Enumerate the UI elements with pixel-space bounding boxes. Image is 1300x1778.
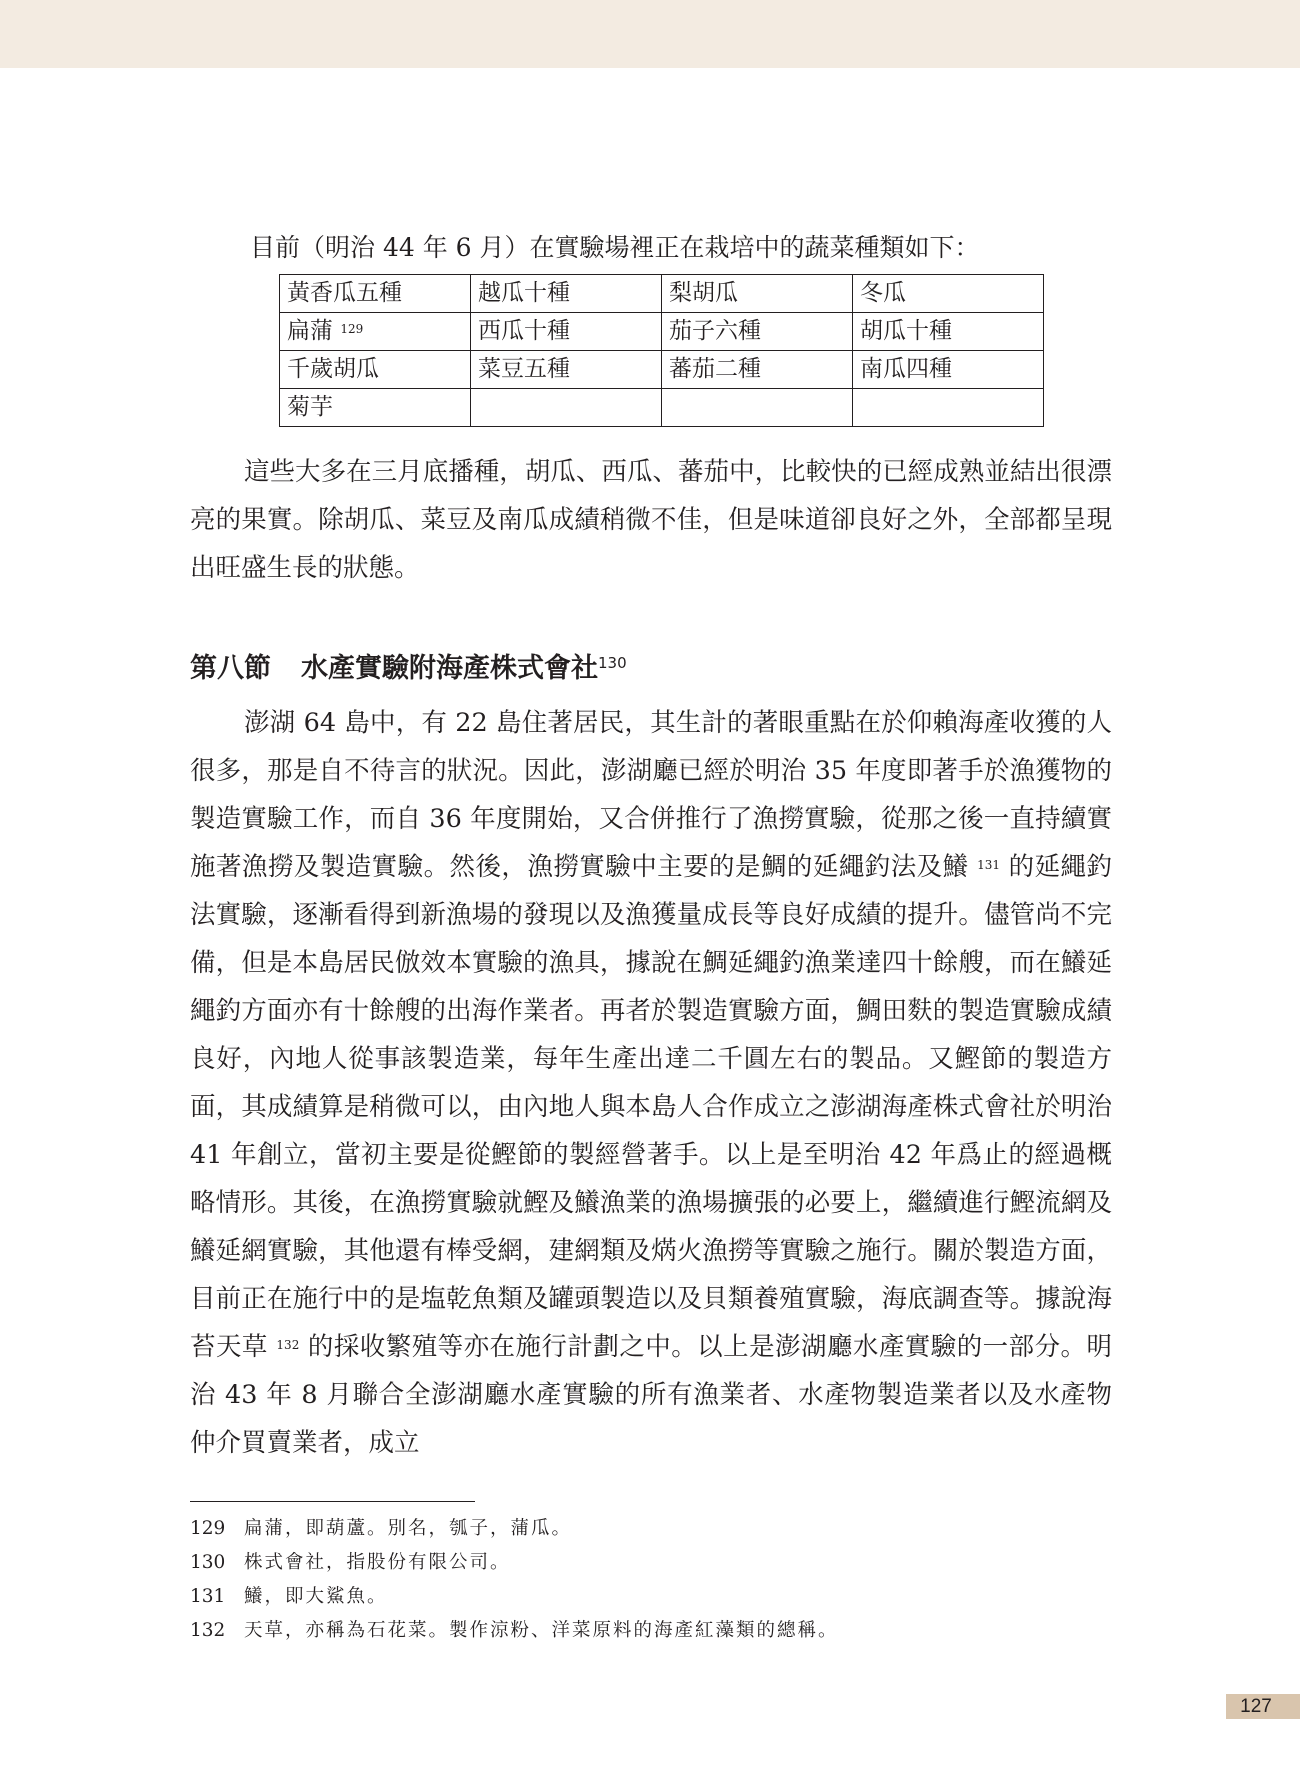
table-cell: 扁蒲 $^{129}$ [280, 313, 471, 351]
header-band [0, 0, 1300, 68]
table-cell: 越瓜十種 [471, 275, 662, 313]
table-row [280, 351, 1044, 389]
table-intro-text: 目前（明治 44 年 6 月）在實驗場裡正在栽培中的蔬菜種類如下： [250, 233, 980, 262]
table-cell: 西瓜十種 [471, 313, 662, 351]
section-heading [190, 644, 627, 694]
table-cell: 胡瓜十種 [853, 313, 1044, 351]
table-row [280, 389, 1044, 427]
footnote-text: 鱶，即大鯊魚。 [244, 1586, 388, 1607]
footnote-text: 株式會社，指股份有限公司。 [244, 1552, 511, 1573]
footnote-ref: 129 [340, 322, 364, 336]
footnote [190, 1580, 1120, 1614]
footnote-text: 天草，亦稱為石花菜。製作涼粉、洋菜原料的海產紅藻類的總稱。 [244, 1620, 839, 1641]
page-number: 127 [1240, 1696, 1272, 1717]
vegetable-table [279, 274, 1044, 427]
table-cell: 黃香瓜五種 [280, 275, 471, 313]
body-paragraph: 澎湖 64 島中，有 22 島住著居民，其生計的著眼重點在於仰賴海產收獲的人很多，那是自不待言的狀況。因此，澎湖廳已經於明治 35 年度即著手於漁獲物的製造實驗工作，而自 36 年度開始，又合併推行了漁撈實驗，從那之後一直持續實施著漁撈及製造實驗。然後，漁撈實驗中主要的是鯛的延繩釣法及鱶 $^{131}$ 的延繩釣法實驗，逐漸看得到新漁場的發現以及漁獲量成長等良好成績的提升。儘管尚不完備，但是本島居民倣效本實驗的漁具，據說在鯛延繩釣漁業達四十餘艘，而在鱶延繩釣方面亦有十餘艘的出海作業者。再者於製造實驗方面，鯛田麩的製造實驗成績良好，內地人從事該製造業，每年生產出達二千圓左右的製品。又鰹節的製造方面，其成績算是稍微可以，由內地人與本島人合作成立之澎湖海產株式會社於明治 41 年創立，當初主要是從鰹節的製經營著手。以上是至明治 42 年爲止的經過概略情形。其後，在漁撈實驗就鰹及鱶漁業的漁場擴張的必要上，繼續進行鰹流網及鱶延網實驗，其他還有棒受網，建網類及焫火漁撈等實驗之施行。關於製造方面，目前正在施行中的是塩乾魚類及罐頭製造以及貝類養殖實驗，海底調查等。據說海苔天草 $^{132}$ 的採收繁殖等亦在施行計劃之中。以上是澎湖廳水產實驗的一部分。明治 43 年 8 月聯合全澎湖廳水產實驗的所有漁業者、水產物製造業者以及水產物仲介買賣業者，成立 [190, 708, 1112, 1458]
table-row [280, 275, 1044, 313]
footnote-number: 130 [190, 1552, 226, 1573]
footnote [190, 1512, 1120, 1546]
footnote-number: 132 [190, 1620, 226, 1641]
table-cell [471, 389, 662, 427]
footnote-number: 131 [190, 1586, 226, 1607]
table-cell: 菜豆五種 [471, 351, 662, 389]
table-cell: 冬瓜 [853, 275, 1044, 313]
table-cell [662, 389, 853, 427]
section-title: 水產實驗附海產株式會社 [301, 653, 598, 684]
footnote-ref: 131 [977, 858, 1001, 872]
section-number: 第八節 [190, 653, 271, 684]
footnote-divider [190, 1501, 475, 1502]
footnote-number: 129 [190, 1518, 226, 1539]
footnote-ref: 130 [598, 654, 627, 672]
footnote [190, 1614, 1120, 1648]
footnote-ref: 132 [276, 1338, 300, 1352]
table-cell: 菊芋 [280, 389, 471, 427]
footnote-text: 扁蒲，即葫蘆。別名，瓠子，蒲瓜。 [244, 1518, 573, 1539]
table-cell [853, 389, 1044, 427]
table-cell: 千歲胡瓜 [280, 351, 471, 389]
table-cell: 茄子六種 [662, 313, 853, 351]
table-cell: 南瓜四種 [853, 351, 1044, 389]
table-cell: 梨胡瓜 [662, 275, 853, 313]
table-row [280, 313, 1044, 351]
body-paragraph: 這些大多在三月底播種，胡瓜、西瓜、蕃茄中，比較快的已經成熟並結出很漂亮的果實。除胡瓜、菜豆及南瓜成績稍微不佳，但是味道卻良好之外，全部都呈現出旺盛生長的狀態。 [190, 457, 1112, 583]
footnote [190, 1546, 1120, 1580]
footnotes [190, 1512, 1120, 1648]
table-cell: 蕃茄二種 [662, 351, 853, 389]
